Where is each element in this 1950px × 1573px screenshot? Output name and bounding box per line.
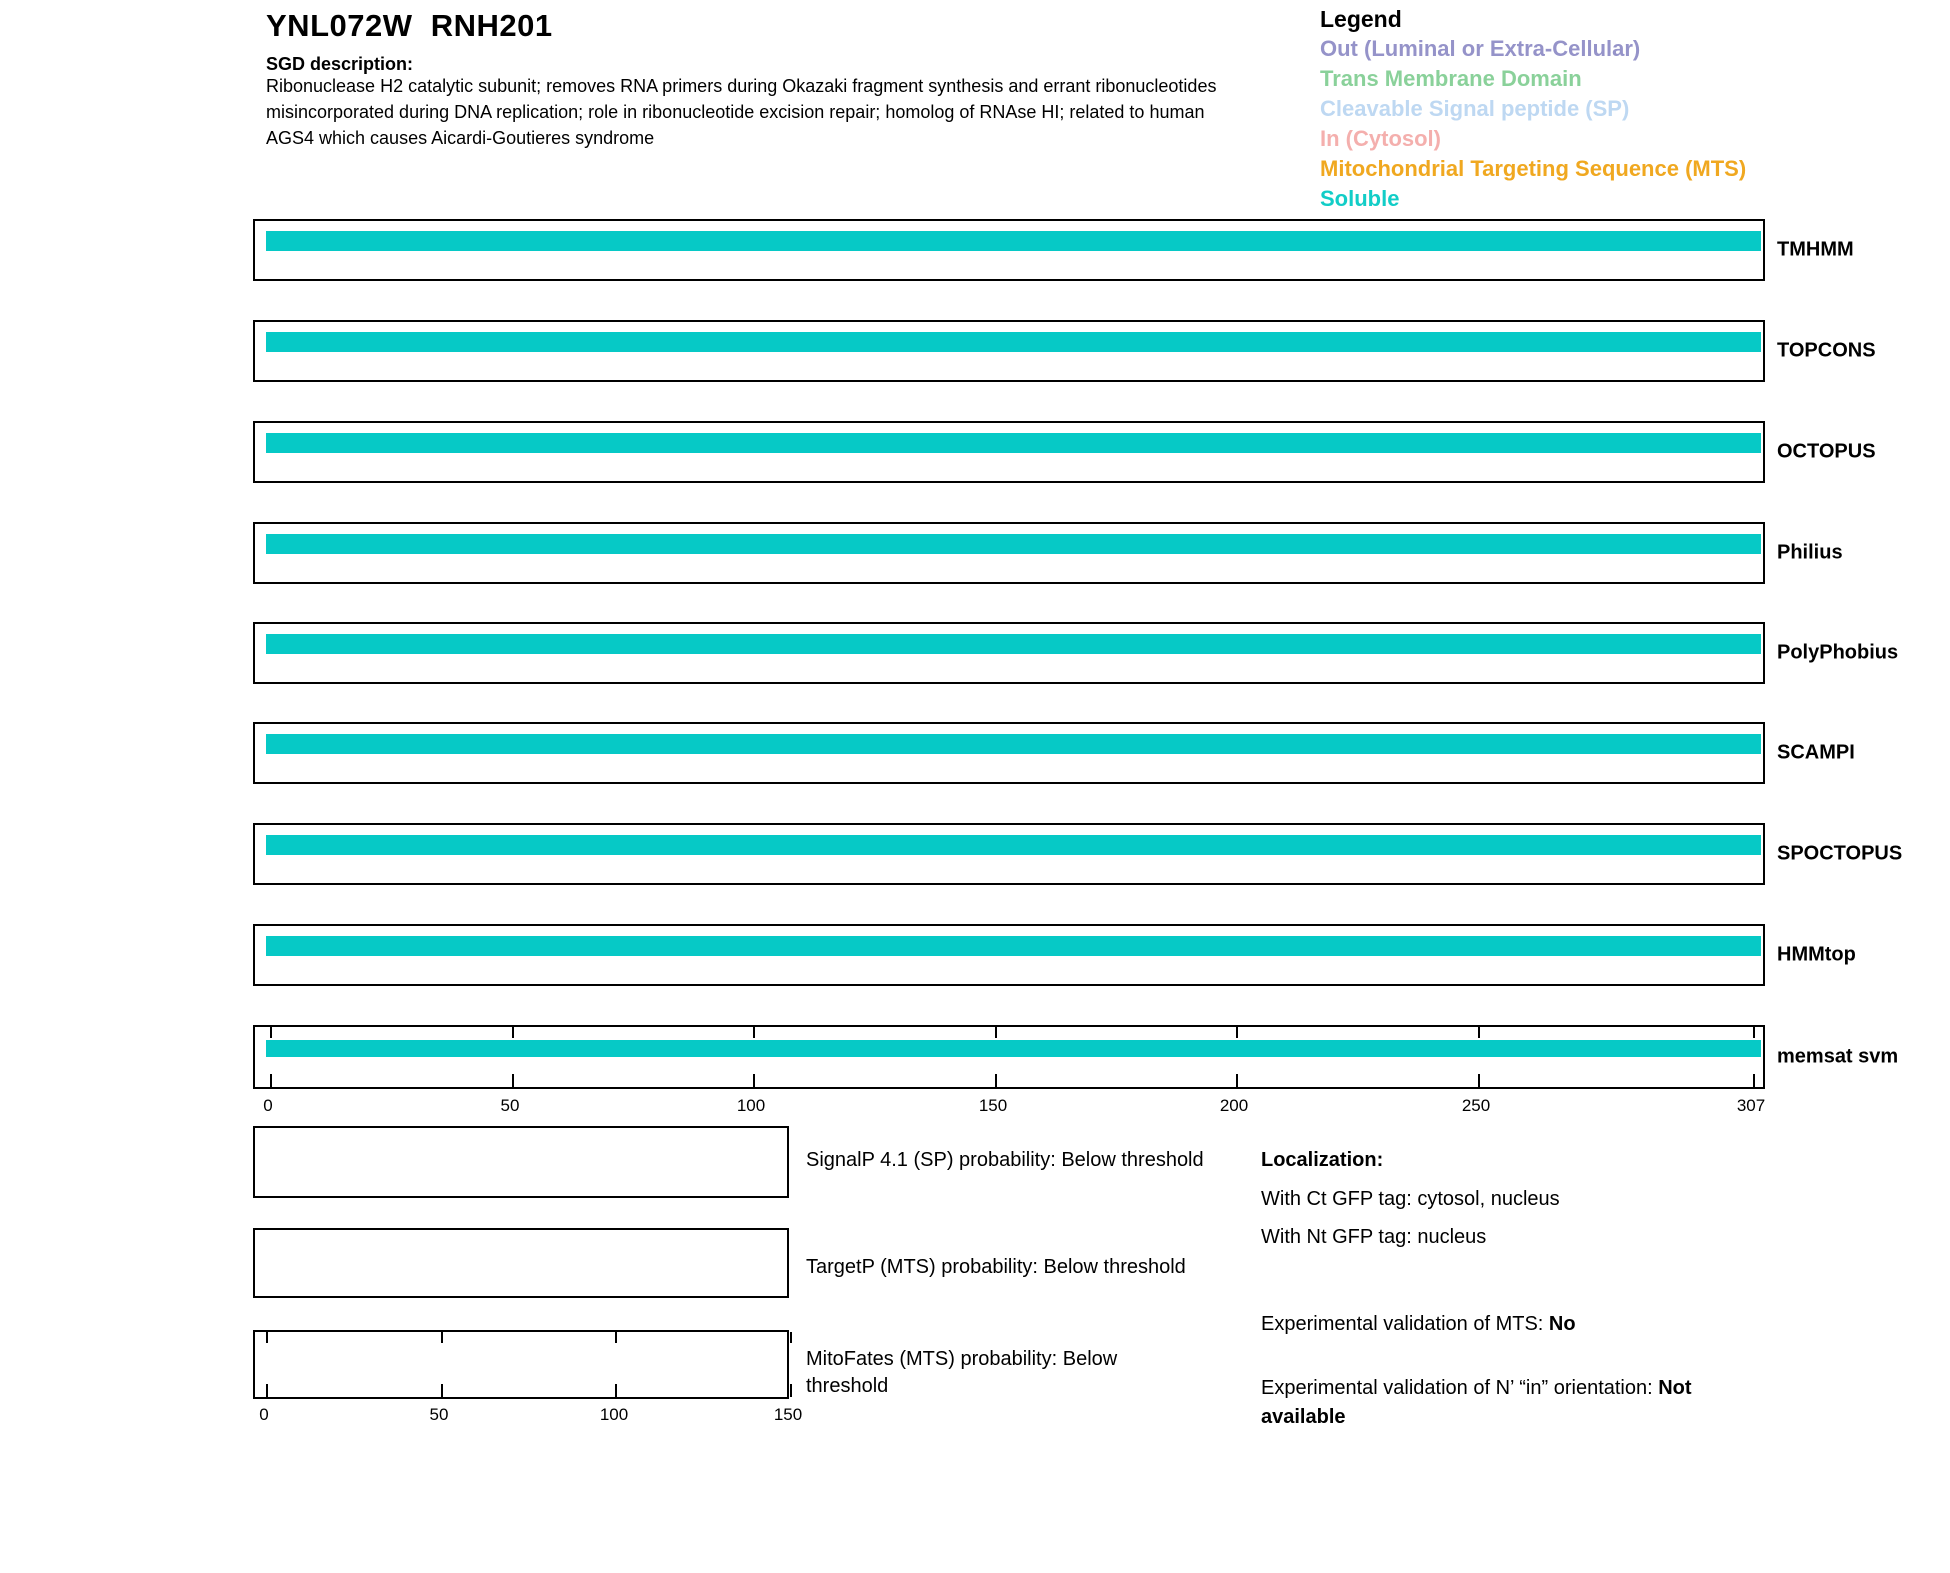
legend-title: Legend [1320,6,1402,32]
track-plot-tmhmm [253,219,1765,281]
axis-tick-mark [753,1074,755,1087]
legend-item-signal-peptide: Cleavable Signal peptide (SP) [1320,96,1630,121]
track-plot-octopus [253,421,1765,483]
track-label-tmhmm: TMHMM [1777,238,1854,261]
track-plot-polyphobius [253,622,1765,684]
x-axis-tick-label: 307 [1736,1096,1766,1115]
axis-tick-mark [1753,1027,1755,1038]
axis-tick-mark [270,1027,272,1038]
axis-tick-mark [441,1384,443,1397]
mts-validation-value: No [1548,1313,1576,1335]
track-label-scampi: SCAMPI [1777,741,1855,764]
axis-tick-mark [1478,1027,1480,1038]
axis-tick-mark [615,1332,617,1343]
soluble-bar [266,634,1761,654]
mitofates-plot-box [253,1330,789,1399]
axis-tick-mark [753,1027,755,1038]
axis-tick-mark [995,1074,997,1087]
x-axis-tick-label: 150 [978,1096,1008,1115]
axis-tick-mark [1478,1074,1480,1087]
x-axis-tick-label: 250 [1461,1096,1491,1115]
axis-tick-mark [1236,1074,1238,1087]
axis-tick-mark [441,1332,443,1343]
x-axis-tick-label: 50 [429,1405,449,1424]
track-label-hmmtop: HMMtop [1777,943,1856,966]
orientation-validation-text: Experimental validation of N’ “in” orientation: [1261,1377,1659,1399]
mts-validation-line [1261,1311,1576,1337]
x-axis-tick-label: 150 [773,1405,803,1424]
x-axis-tick-label: 50 [500,1096,520,1115]
track-label-spoctopus: SPOCTOPUS [1777,842,1903,865]
track-plot-hmmtop [253,924,1765,986]
axis-tick-mark [790,1384,792,1397]
localization-title: Localization: [1261,1149,1384,1171]
soluble-bar [266,835,1761,855]
legend-item-mts: Mitochondrial Targeting Sequence (MTS) [1320,156,1747,181]
legend-item-soluble: Soluble [1320,186,1400,211]
sgd-description-label: SGD description: [266,54,414,74]
track-plot-spoctopus [253,823,1765,885]
targetp-plot-box [253,1228,789,1298]
legend-item-transmembrane: Trans Membrane Domain [1320,66,1582,91]
track-label-polyphobius: PolyPhobius [1777,641,1899,664]
x-axis-tick-label: 100 [736,1096,766,1115]
orientation-validation-line [1261,1374,1723,1432]
x-axis-tick-label: 100 [599,1405,629,1424]
soluble-bar [266,936,1761,956]
mitofates-plot-label: MitoFates (MTS) probability: Below threshold [806,1348,1118,1397]
axis-tick-mark [270,1074,272,1087]
legend-item-out: Out (Luminal or Extra-Cellular) [1320,36,1641,61]
mts-validation-text: Experimental validation of MTS: [1261,1313,1549,1335]
x-axis-tick-label: 0 [259,1405,269,1424]
axis-tick-mark [995,1027,997,1038]
track-label-philius: Philius [1777,541,1843,564]
axis-tick-mark [266,1332,268,1343]
axis-tick-mark [790,1332,792,1343]
localization-ct-gfp: With Ct GFP tag: cytosol, nucleus [1261,1188,1560,1210]
localization-nt-gfp: With Nt GFP tag: nucleus [1261,1226,1487,1248]
sgd-description-text: Ribonuclease H2 catalytic subunit; removes RNA primers during Okazaki fragment synthesis and errant ribonucleotides misincorporated during DNA replication; role in ribonucleotide excision repair; homolog of RNAse HI; related to human AGS4 which causes Aicardi-Goutieres syndrome [266,76,1217,148]
track-plot-philius [253,522,1765,584]
soluble-bar [266,734,1761,754]
track-label-topcons: TOPCONS [1777,339,1876,362]
soluble-bar [266,1040,1761,1057]
track-plot-topcons [253,320,1765,382]
x-axis-tick-label: 0 [263,1096,273,1115]
axis-tick-mark [1753,1074,1755,1087]
soluble-bar [266,534,1761,554]
soluble-bar [266,332,1761,352]
targetp-plot-label: TargetP (MTS) probability: Below threshold [806,1256,1186,1278]
axis-tick-mark [615,1384,617,1397]
signalp-plot-box [253,1126,789,1198]
track-plot-scampi [253,722,1765,784]
track-label-memsat-svm: memsat svm [1777,1045,1899,1068]
x-axis-tick-label: 200 [1219,1096,1249,1115]
axis-tick-mark [266,1384,268,1397]
legend [1320,4,1746,214]
axis-tick-mark [512,1027,514,1038]
soluble-bar [266,231,1761,251]
axis-tick-mark [512,1074,514,1087]
track-plot-memsat-svm [253,1025,1765,1089]
soluble-bar [266,433,1761,453]
axis-tick-mark [1236,1027,1238,1038]
signalp-plot-label: SignalP 4.1 (SP) probability: Below threshold [806,1149,1204,1171]
orientation-validation-value: Not available [1261,1377,1692,1428]
page-title: YNL072W RNH201 [266,8,553,43]
track-label-octopus: OCTOPUS [1777,440,1876,463]
legend-item-in-cytosol: In (Cytosol) [1320,126,1441,151]
